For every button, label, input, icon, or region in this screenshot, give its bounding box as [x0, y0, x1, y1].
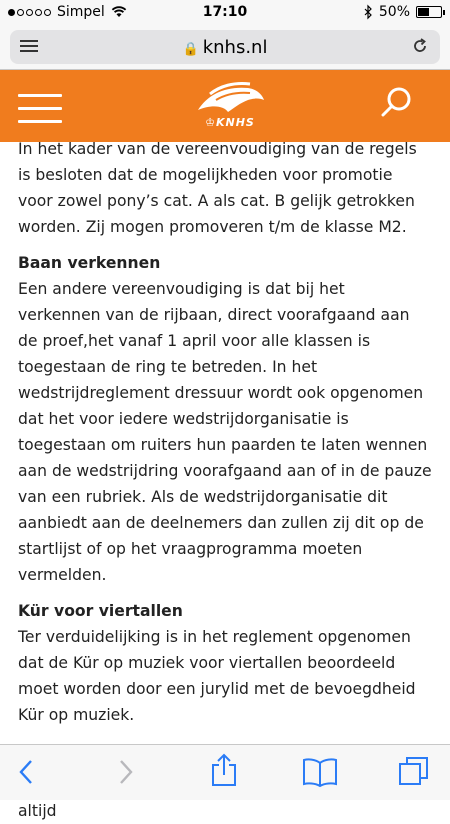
- tabs-icon[interactable]: [398, 755, 430, 787]
- paragraph-baan-verkennen: Een andere vereenvoudiging is dat bij het verkennen van de rijbaan, direct voorafgaand aan de proef,het vanaf 1 april voor alle klassen is toegestaan de ring te betreden. In het wedstrijdreglement dressuur wordt ook opgenomen dat het voor iedere wedstrijdorganisatie is toegestaan om ruiters hun paarden te laten wennen aan de wedstrijdring voorafgaand aan of in de pauze van een rubriek. Als de wedstrijdorganisatie dit aanbiedt aan de deelnemers dan zullen zij dit op de startlijst of op het vraagprogramma moeten vermelden.: [18, 280, 432, 584]
- heading-kur-viertallen: Kür voor viertallen: [18, 602, 183, 620]
- battery-info: [364, 4, 442, 20]
- reload-icon[interactable]: [410, 36, 430, 56]
- logo-text: ♔KNHS: [205, 116, 255, 129]
- paragraph-promotion: In het kader van de vereenvoudiging van de regels is besloten dat de mogelijkheden voor promotie voor zowel pony’s cat. A als cat. B gelijk getrokken worden. Zij mogen promoveren t/m de klasse M2.: [18, 140, 417, 236]
- forward-icon[interactable]: [116, 757, 136, 787]
- browser-address-area: [0, 26, 450, 70]
- url-text: knhs.nl: [202, 37, 268, 58]
- address-bar[interactable]: [10, 30, 440, 64]
- status-bar: [0, 0, 450, 26]
- back-icon[interactable]: [16, 757, 36, 787]
- bluetooth-icon: [364, 5, 373, 19]
- paragraph-kur-viertallen: Ter verduidelijking is in het reglement opgenomen dat de Kür op muziek voor viertallen beoordeeld moet worden door een jurylid met de bevoegdheid Kür op muziek.: [18, 628, 416, 724]
- carrier-name: Simpel: [57, 4, 105, 20]
- share-icon[interactable]: [210, 753, 238, 787]
- battery-percentage: 50%: [378, 4, 410, 20]
- paragraph-reglement: altijd: [18, 802, 57, 820]
- bookmarks-icon[interactable]: [302, 757, 338, 787]
- crown-icon: ♔: [205, 116, 216, 129]
- knhs-logo[interactable]: [190, 80, 270, 134]
- battery-icon: [416, 6, 442, 18]
- heading-baan-verkennen: Baan verkennen: [18, 254, 161, 272]
- horse-head-icon: [190, 80, 270, 116]
- browser-toolbar: [0, 744, 450, 800]
- menu-icon[interactable]: [18, 94, 62, 133]
- site-header: [0, 70, 450, 142]
- search-icon[interactable]: [380, 86, 412, 118]
- article-content: [0, 140, 450, 820]
- url-field[interactable]: [10, 37, 440, 58]
- lock-icon: 🔒: [182, 42, 199, 57]
- clock: 17:10: [202, 4, 248, 20]
